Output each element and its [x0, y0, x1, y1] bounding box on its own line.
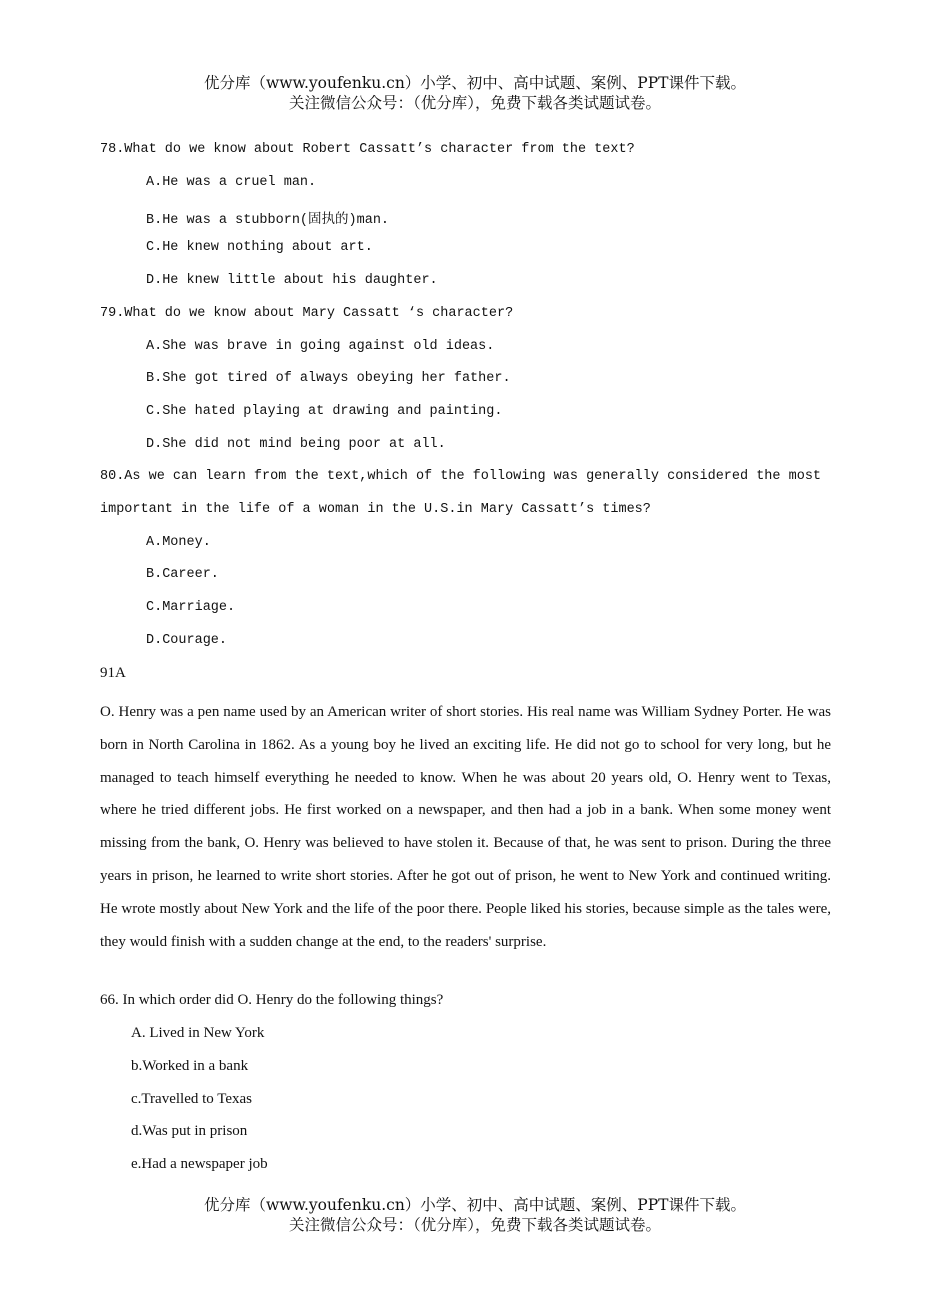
question-79: 79.What do we know about Mary Cassatt ‘s character?: [100, 306, 514, 321]
q78-option-b: B.He was a stubborn(固执的)man.: [146, 213, 390, 228]
reading-passage: O. Henry was a pen name used by an American writer of short stories. His real name was William Sydney Porter. He was born in North Carolina in 1862. As a young boy he lived an exciting life. He did not go to school for very long, but he managed to teach himself everything he needed to know. When he was about 20 years old, O. Henry went to Texas, where he tried different jobs. He first worked on a newspaper, and then had a job in a bank. When some money went missing from the bank, O. Henry was believed to have stolen it. Because of that, he was sent to prison. During the three years in prison, he learned to write short stories. After he got out of prison, he went to New York and continued writing. He wrote mostly about New York and the life of the poor there. People liked his stories, because simple as the tales were, they would finish with a sudden change at the end, to the readers' surprise.: [100, 704, 831, 950]
question-78: 78.What do we know about Robert Cassatt’s character from the text?: [100, 142, 635, 157]
footer-line-2: 关注微信公众号：（优分库），免费下载各类试题试卷。: [288, 1216, 661, 1234]
q79-option-c: C.She hated playing at drawing and painting.: [146, 404, 503, 419]
question-80-line-1: 80.As we can learn from the text,which of the following was generally considered the most: [100, 469, 822, 484]
header-line-2: 关注微信公众号：（优分库），免费下载各类试题试卷。: [288, 94, 661, 112]
q66-option-e: e.Had a newspaper job: [131, 1156, 268, 1172]
q66-option-d: d.Was put in prison: [131, 1123, 248, 1139]
question-66: 66. In which order did O. Henry do the following things?: [100, 992, 444, 1008]
footer-line-1: 优分库（www.youfenku.cn）小学、初中、高中试题、案例、PPT课件下载。: [203, 1196, 747, 1214]
q66-option-a: A. Lived in New York: [131, 1025, 265, 1041]
q80-option-d: D.Courage.: [146, 633, 228, 648]
question-80-line-2: important in the life of a woman in the U.S.in Mary Cassatt’s times?: [100, 502, 651, 517]
q80-option-c: C.Marriage.: [146, 600, 236, 615]
q80-option-b: B.Career.: [146, 567, 219, 582]
page-header: [0, 73, 950, 113]
section-label: 91A: [100, 665, 126, 681]
q79-option-a: A.She was brave in going against old ideas.: [146, 339, 495, 354]
q78-option-c: C.He knew nothing about art.: [146, 240, 373, 255]
q66-option-c: c.Travelled to Texas: [131, 1091, 253, 1107]
q79-option-b: B.She got tired of always obeying her father.: [146, 371, 511, 386]
page-footer: [0, 1195, 950, 1235]
header-line-1: 优分库（www.youfenku.cn）小学、初中、高中试题、案例、PPT课件下载。: [203, 74, 747, 92]
q79-option-d: D.She did not mind being poor at all.: [146, 437, 446, 452]
q66-option-b: b.Worked in a bank: [131, 1058, 249, 1074]
q80-option-a: A.Money.: [146, 535, 211, 550]
q78-option-a: A.He was a cruel man.: [146, 175, 317, 190]
q78-option-d: D.He knew little about his daughter.: [146, 273, 438, 288]
